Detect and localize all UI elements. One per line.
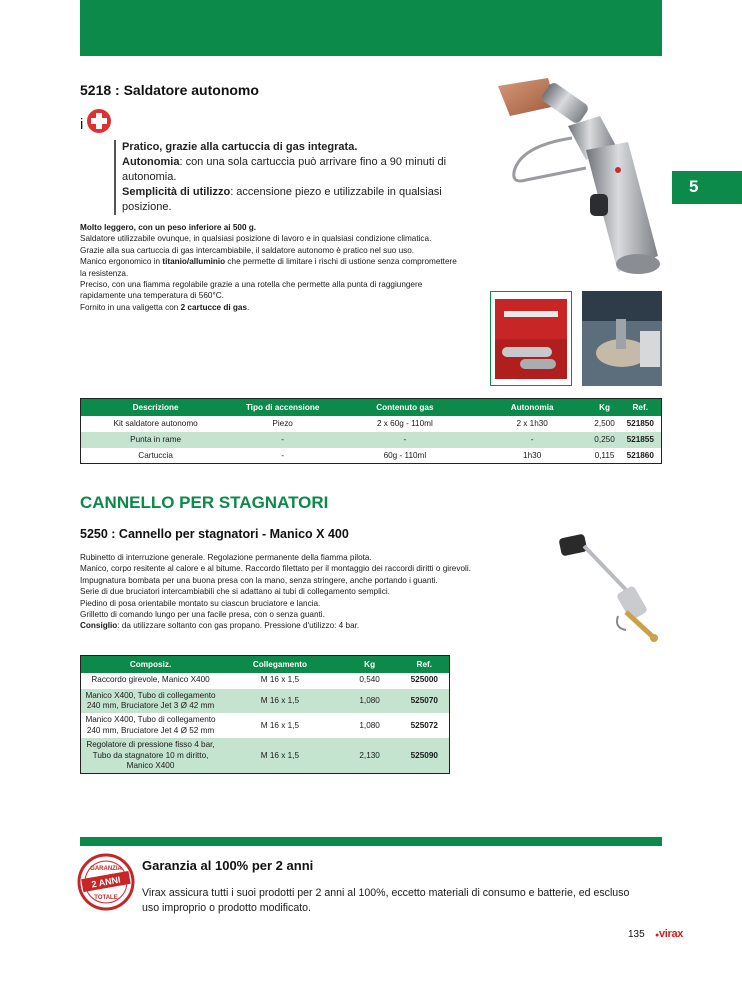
info-letter: i <box>80 116 84 133</box>
table-cell: Punta in rame <box>81 432 231 448</box>
table-cell: 521855 <box>620 432 662 448</box>
table-row <box>81 416 662 432</box>
table-row <box>81 432 662 448</box>
table-cell: 525072 <box>410 720 438 730</box>
product2-heading: 5250 : Cannello per stagnatori - Manico X 400 <box>80 527 349 541</box>
table-header-row: Descrizione Tipo di accensione Contenuto gas Autonomia Kg Ref. <box>81 399 662 416</box>
table-cell: Raccordo girevole, Manico X400 <box>91 675 210 685</box>
product1-table <box>80 398 662 464</box>
page-number: 135 <box>628 929 645 940</box>
table-cell: - <box>475 432 590 448</box>
table-row <box>81 448 662 464</box>
table-cell: M 16 x 1,5 <box>260 720 299 730</box>
table-cell: 525070 <box>400 689 450 714</box>
table-cell: 525090 <box>400 738 450 774</box>
table-cell: M 16 x 1,5 <box>220 689 340 714</box>
table-cell: 521860 <box>626 450 654 460</box>
table-cell: M 16 x 1,5 <box>260 675 299 685</box>
product1-heading: 5218 : Saldatore autonomo <box>80 82 259 98</box>
chapter-tab: 5 <box>672 171 742 204</box>
table-cell: 0,115 <box>594 450 615 460</box>
table-cell: Manico X400, Tubo di collegamento 240 mm, Bruciatore Jet 3 Ø 42 mm <box>81 689 221 714</box>
table-cell: 1h30 <box>523 450 542 460</box>
brand-name: virax <box>658 928 684 940</box>
table-row <box>81 713 450 738</box>
svg-text:GARANZIA: GARANZIA <box>90 866 122 872</box>
table-cell: 521850 <box>626 419 654 428</box>
usage-photo <box>582 291 662 386</box>
highlight-ease-of-use: Semplicità di utilizzo: accensione piezo e utilizzabile in qualsiasi posizione. <box>122 186 442 213</box>
product2-description: Rubinetto di interruzione generale. Regolazione permanente della fiamma pilota. Manico, corpo resitente al calore e al bitume. Raccordo filettato per il montaggio dei raccordi diritti o girevoli. Impugnatura bombata per una buona presa con la mano, senza stringere, anche portando i guanti. Serie di due bruciatori intercambiabili che si adattano ai tubi di collegamento semplici. Piedino di posa orientabile montato su ciascun bruciatore e lancia. Grilletto di comando lungo per una facile presa, con o senza guanti. Consiglio: da utilizzare soltanto con gas propano. Pressione d'utilizzo: 4 bar. <box>80 553 471 631</box>
table-cell: 525000 <box>410 675 438 685</box>
table-cell: Manico X400, Tubo di collegamento 240 mm, Bruciatore Jet 4 Ø 52 mm <box>85 715 216 735</box>
header-band <box>80 0 662 56</box>
table-cell: Kit saldatore autonomo <box>113 419 198 428</box>
footer-band <box>80 837 662 846</box>
table-cell: 2 x 60g - 110ml <box>376 419 433 428</box>
table-row <box>81 673 450 689</box>
table-cell: 2 x 1h30 <box>516 419 548 428</box>
table-cell: 2,500 <box>594 419 615 428</box>
table-cell: Piezo <box>272 419 293 428</box>
product1-description: Molto leggero, con un peso inferiore ai 500 g. Saldatore utilizzabile ovunque, in qualsiasi posizione di lavoro e in qualsiasi condizione climatica. Grazie alla sua cartuccia di gas intercambiabile, il saldatore autonomo è pratico nel suo uso. Manico ergonomico in titanio/alluminio che permette di limitare i rischi di ustione senza compromettere la resistenza. Preciso, con una fiamma regolabile grazie a una rotella che permette alla punta di raggiungere rapidamente una temperatura di 560°C. Fornito in una valigetta con 2 cartucce di gas. <box>80 223 457 312</box>
table-cell: - <box>281 450 284 460</box>
virax-logo-icon: ●virax <box>655 928 684 940</box>
product1-highlights <box>114 140 464 215</box>
table-cell: 0,250 <box>590 432 620 448</box>
table-cell: 1,080 <box>340 689 400 714</box>
warranty-text: Virax assicura tutti i suoi prodotti per 2 anni al 100%, eccetto materiali di consumo e batterie, ed escluso uso improprio o prodotto modificato. <box>142 887 630 914</box>
table-cell: 0,540 <box>359 675 380 685</box>
torch-photo <box>556 532 666 644</box>
table-cell: 60g - 110ml <box>383 450 427 460</box>
soldering-iron-photo <box>490 76 670 286</box>
table-cell: - <box>335 432 475 448</box>
highlight-autonomy: Autonomia: con una sola cartuccia può arrivare fino a 90 minuti di autonomia. <box>122 156 447 183</box>
section-title: CANNELLO PER STAGNATORI <box>80 493 329 512</box>
table-cell: - <box>230 432 335 448</box>
table-cell: 1,080 <box>359 720 380 730</box>
highlight-practical: Pratico, grazie alla cartuccia di gas integrata. <box>122 141 358 153</box>
warranty-seal-icon <box>76 852 136 912</box>
table-row <box>81 738 450 774</box>
warranty-title: Garanzia al 100% per 2 anni <box>142 858 314 873</box>
product2-table <box>80 655 450 774</box>
table-row <box>81 689 450 714</box>
svg-text:TOTALE: TOTALE <box>94 895 118 901</box>
table-cell: M 16 x 1,5 <box>220 738 340 774</box>
info-cross-icon <box>86 108 112 134</box>
table-cell: Regolatore di pressione fisso 4 bar, Tubo da stagnatore 10 m diritto, Manico X400 <box>81 738 221 774</box>
carrying-case-photo <box>490 291 572 386</box>
table-header-row: Composiz. Collegamento Kg Ref. <box>81 656 450 673</box>
table-cell: 2,130 <box>340 738 400 774</box>
svg-text:2 ANNI: 2 ANNI <box>90 874 122 890</box>
table-cell: Cartuccia <box>138 450 173 460</box>
